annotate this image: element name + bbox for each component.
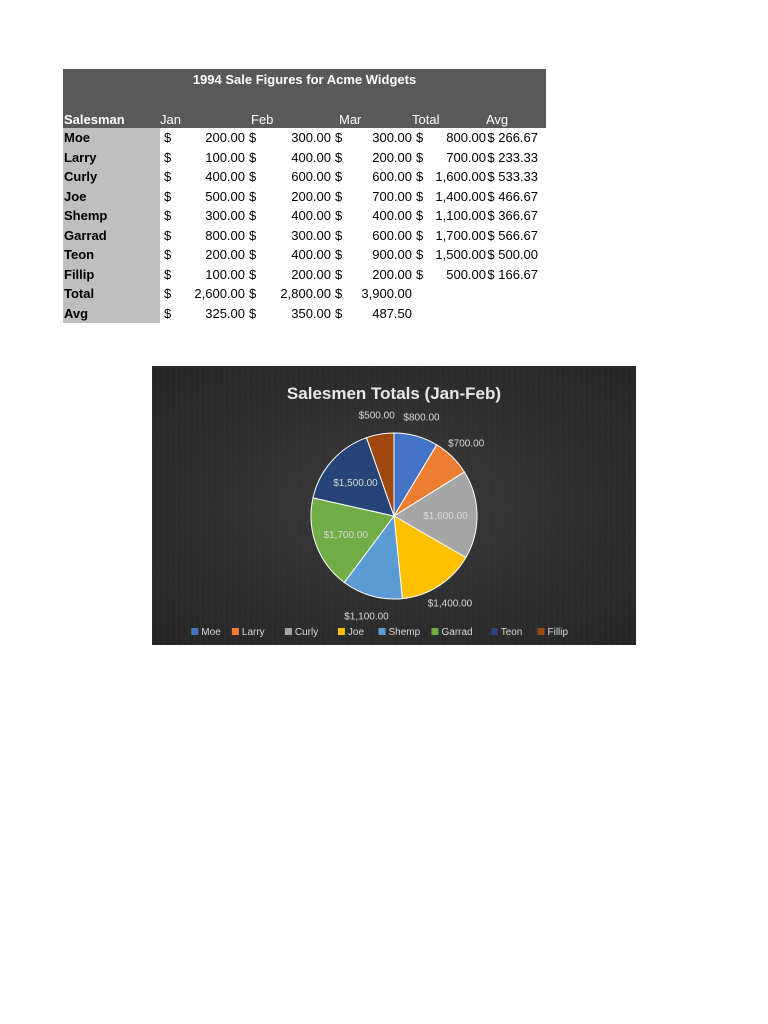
jan-value: 100.00: [205, 266, 245, 282]
jan-value: 200.00: [205, 247, 245, 263]
pie-data-label: $700.00: [448, 438, 485, 450]
currency-symbol: $: [416, 247, 424, 263]
legend-label: Moe: [201, 627, 221, 638]
mar-value: 600.00: [372, 169, 412, 185]
empty-cell: [412, 304, 428, 324]
sales-table: [63, 128, 541, 323]
table-row: [63, 187, 541, 207]
feb-value: 200.00: [291, 188, 331, 204]
currency-symbol: $: [416, 208, 424, 224]
pie-chart-svg: [152, 366, 636, 645]
currency-symbol: $: [164, 286, 172, 302]
jan-value: 400.00: [205, 169, 245, 185]
legend-swatch: [432, 628, 439, 635]
empty-cell: [412, 284, 428, 304]
avg-value: $ 166.67: [487, 266, 538, 282]
currency-symbol: $: [416, 169, 424, 185]
avg-value: $ 266.67: [487, 130, 538, 146]
currency-symbol: $: [416, 149, 424, 165]
currency-symbol: $: [164, 169, 172, 185]
feb-summary: 350.00: [291, 305, 331, 321]
summary-row: [63, 304, 541, 324]
currency-symbol: $: [164, 266, 172, 282]
currency-symbol: $: [335, 286, 343, 302]
header-salesman: Salesman: [64, 112, 125, 127]
feb-value: 200.00: [291, 266, 331, 282]
pie-data-label: $1,600.00: [423, 511, 468, 523]
empty-cell: [428, 304, 486, 324]
legend-swatch: [538, 628, 545, 635]
currency-symbol: $: [335, 208, 343, 224]
currency-symbol: $: [335, 266, 343, 282]
table-row: [63, 226, 541, 246]
legend-swatch: [379, 628, 386, 635]
legend-swatch: [191, 628, 198, 635]
mar-value: 700.00: [372, 188, 412, 204]
salesman-name: Curly: [63, 167, 160, 187]
feb-summary: 2,800.00: [280, 286, 331, 302]
currency-symbol: $: [249, 188, 257, 204]
currency-symbol: $: [164, 305, 172, 321]
header-total: Total: [412, 112, 440, 127]
feb-value: 400.00: [291, 247, 331, 263]
pie-data-label: $1,100.00: [344, 611, 389, 623]
pie-data-label: $1,700.00: [323, 529, 368, 541]
currency-symbol: $: [249, 208, 257, 224]
total-value: 800.00: [446, 130, 486, 146]
currency-symbol: $: [164, 227, 172, 243]
jan-value: 500.00: [205, 188, 245, 204]
table-title: 1994 Sale Figures for Acme Widgets: [192, 72, 417, 87]
legend-swatch: [285, 628, 292, 635]
salesman-name: Garrad: [63, 226, 160, 246]
legend-label: Fillip: [547, 627, 569, 638]
mar-value: 900.00: [372, 247, 412, 263]
currency-symbol: $: [164, 208, 172, 224]
total-value: 1,600.00: [435, 169, 486, 185]
salesman-name: Larry: [63, 148, 160, 168]
table-row: [63, 148, 541, 168]
total-value: 1,700.00: [435, 227, 486, 243]
legend-label: Curly: [294, 627, 319, 638]
mar-value: 300.00: [372, 130, 412, 146]
empty-cell: [486, 284, 541, 304]
table-row: [63, 206, 541, 226]
header-feb: Feb: [251, 112, 274, 127]
currency-symbol: $: [335, 130, 343, 146]
avg-value: $ 466.67: [487, 188, 538, 204]
total-value: 1,500.00: [435, 247, 486, 263]
currency-symbol: $: [416, 130, 424, 146]
mar-value: 400.00: [372, 208, 412, 224]
salesman-name: Joe: [63, 187, 160, 207]
total-value: 500.00: [446, 266, 486, 282]
pie-data-label: $800.00: [403, 412, 440, 424]
legend-label: Teon: [500, 627, 523, 638]
table-row: [63, 245, 541, 265]
currency-symbol: $: [249, 169, 257, 185]
currency-symbol: $: [249, 266, 257, 282]
currency-symbol: $: [416, 188, 424, 204]
salesman-name: Teon: [63, 245, 160, 265]
pie-data-label: $500.00: [358, 410, 395, 422]
currency-symbol: $: [249, 227, 257, 243]
currency-symbol: $: [335, 305, 343, 321]
empty-cell: [486, 304, 541, 324]
currency-symbol: $: [164, 188, 172, 204]
legend-label: Joe: [347, 627, 365, 638]
legend-swatch: [491, 628, 498, 635]
pie-data-label: $1,400.00: [427, 598, 473, 610]
table-row: [63, 128, 541, 148]
jan-value: 800.00: [205, 227, 245, 243]
feb-value: 300.00: [291, 227, 331, 243]
mar-summary: 3,900.00: [361, 286, 412, 302]
avg-value: $ 500.00: [487, 247, 538, 263]
chart-title: Salesmen Totals (Jan-Feb): [286, 384, 502, 403]
legend-swatch: [232, 628, 239, 635]
legend-label: Shemp: [388, 627, 421, 638]
summary-row: [63, 284, 541, 304]
mar-summary: 487.50: [372, 305, 412, 321]
jan-summary: 2,600.00: [194, 286, 245, 302]
avg-value: $ 566.67: [487, 227, 538, 243]
currency-symbol: $: [164, 130, 172, 146]
avg-value: $ 233.33: [487, 149, 538, 165]
total-value: 700.00: [446, 149, 486, 165]
mar-value: 600.00: [372, 227, 412, 243]
currency-symbol: $: [249, 305, 257, 321]
empty-cell: [428, 284, 486, 304]
feb-value: 300.00: [291, 130, 331, 146]
jan-value: 300.00: [205, 208, 245, 224]
salesman-name: Fillip: [63, 265, 160, 285]
header-avg: Avg: [486, 112, 509, 127]
currency-symbol: $: [416, 266, 424, 282]
avg-value: $ 533.33: [487, 169, 538, 185]
sales-spreadsheet: [63, 69, 546, 323]
feb-value: 400.00: [291, 208, 331, 224]
currency-symbol: $: [164, 247, 172, 263]
total-value: 1,400.00: [435, 188, 486, 204]
header-mar: Mar: [339, 112, 362, 127]
summary-label: Avg: [63, 304, 160, 324]
pie-data-label: $1,500.00: [333, 477, 378, 489]
summary-label: Total: [63, 284, 160, 304]
pie-chart: [152, 366, 636, 645]
currency-symbol: $: [335, 227, 343, 243]
jan-summary: 325.00: [205, 305, 245, 321]
mar-value: 200.00: [372, 266, 412, 282]
currency-symbol: $: [249, 149, 257, 165]
currency-symbol: $: [249, 130, 257, 146]
currency-symbol: $: [335, 247, 343, 263]
mar-value: 200.00: [372, 149, 412, 165]
total-value: 1,100.00: [435, 208, 486, 224]
salesman-name: Moe: [63, 128, 160, 148]
currency-symbol: $: [416, 227, 424, 243]
jan-value: 200.00: [205, 130, 245, 146]
avg-value: $ 366.67: [487, 208, 538, 224]
table-row: [63, 167, 541, 187]
legend-label: Larry: [241, 627, 265, 638]
currency-symbol: $: [164, 149, 172, 165]
jan-value: 100.00: [205, 149, 245, 165]
currency-symbol: $: [249, 247, 257, 263]
currency-symbol: $: [335, 149, 343, 165]
salesman-name: Shemp: [63, 206, 160, 226]
currency-symbol: $: [335, 188, 343, 204]
currency-symbol: $: [335, 169, 343, 185]
table-row: [63, 265, 541, 285]
feb-value: 600.00: [291, 169, 331, 185]
feb-value: 400.00: [291, 149, 331, 165]
legend-label: Garrad: [441, 627, 473, 638]
header-jan: Jan: [160, 112, 181, 127]
legend-swatch: [338, 628, 345, 635]
table-header-band: [63, 69, 546, 128]
currency-symbol: $: [249, 286, 257, 302]
